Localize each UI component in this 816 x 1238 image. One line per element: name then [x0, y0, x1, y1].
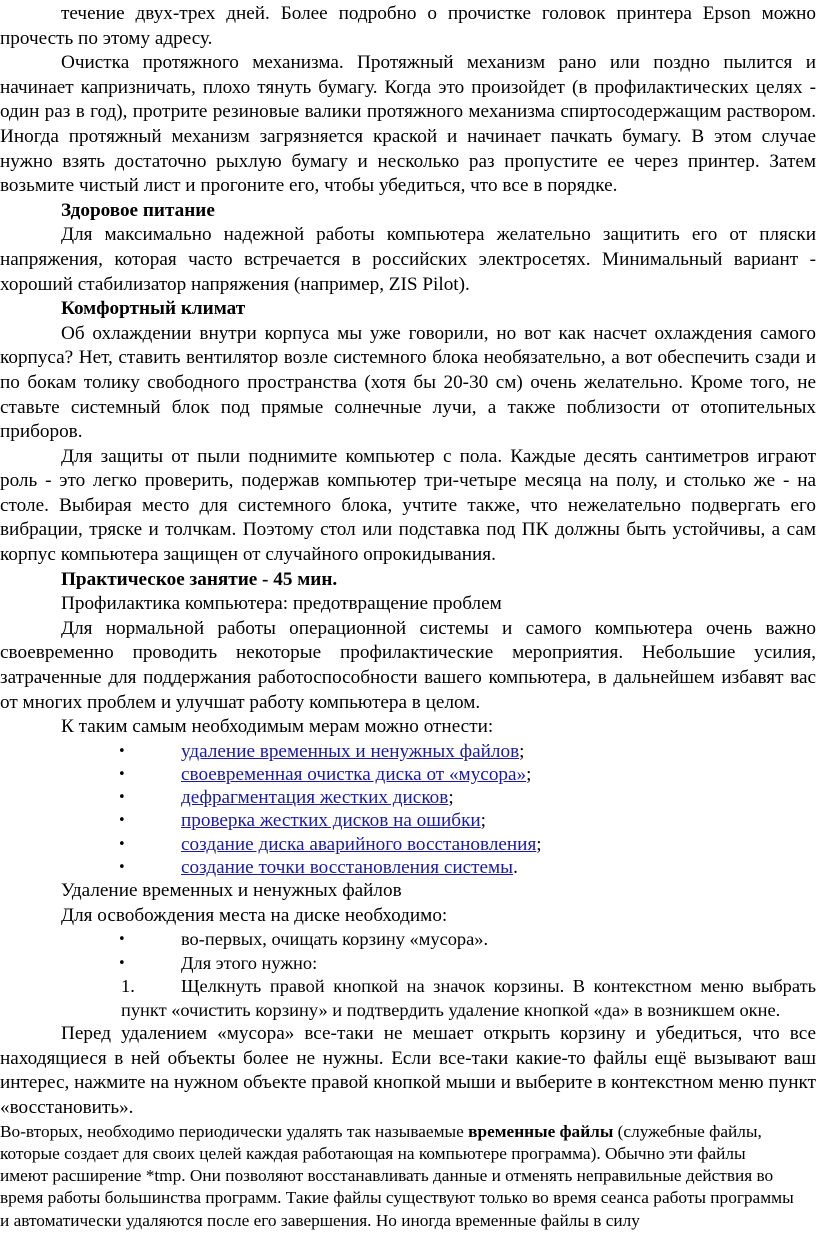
- link-disk-check[interactable]: проверка жестких дисков на ошибки: [181, 810, 481, 832]
- list-item: • создание диска аварийного восстановления;: [118, 833, 542, 855]
- list-item: • создание точки восстановления системы.: [118, 856, 518, 878]
- bullet-icon: •: [118, 932, 126, 948]
- paragraph-dust: Для защиты от пыли поднимите компьютер с пола. Каждые десять сантиметров играют роль - это легко проверить, подержав компьютер три-четыре месяца на полу, и столько же - на столе. Выбирая место для системного блока, учтите также, что нежелательно подвергать его вибрации, тряске и толчкам. Поэтому стол или подставка под ПК должны быть устойчивы, а сам корпус компьютера защищен от случайного опрокидывания.: [0, 445, 816, 566]
- link-restore-point[interactable]: создание точки восстановления системы: [181, 856, 514, 878]
- bullet-icon: •: [118, 767, 126, 783]
- link-delete-temp-files[interactable]: удаление временных и ненужных файлов: [181, 740, 520, 762]
- paragraph-maintenance: Для нормальной работы операционной системы и самого компьютера очень важно своевременно проводить некоторые профилактические мероприятия. Небольшие усилия, затраченные для поддержания работоспособности вашего компьютера, в дальнейшем избавят вас от многих проблем и улучшат работу компьютера в целом.: [0, 617, 816, 713]
- paragraph-before-delete: Перед удалением «мусора» все-таки не мешает открыть корзину и убедиться, что все находящиеся в ней объекты более не нужны. Если все-таки какие-то файлы ещё вызывают ваш интерес, нажмите на нужном объекте правой кнопкой мыши и выберите в контекстном меню пункт «восстановить».: [0, 1023, 816, 1118]
- paragraph-feed-mechanism: Очистка протяжного механизма. Протяжный механизм рано или поздно пылится и начинает капризничать, плохо тянуть бумагу. Когда это произойдет (в профилактических целях - один раз в год), протрите резиновые валики протяжного механизма спиртосодержащим раствором. Иногда протяжный механизм загрязняется краской и начинает пачкать бумагу. В этом случае нужно взять достаточно рыхлую бумагу и несколько раз пропустите ее через принтер. Затем возьмите чистый лист и прогоните его, чтобы убедиться, что все в порядке.: [0, 52, 816, 197]
- list-item: • проверка жестких дисков на ошибки;: [118, 810, 486, 832]
- paragraph-subtitle: Профилактика компьютера: предотвращение проблем: [61, 593, 502, 615]
- link-recovery-disk[interactable]: создание диска аварийного восстановления: [181, 833, 537, 855]
- list-item: • Для этого нужно:: [0, 952, 816, 976]
- paragraph-free-space: Для освобождения места на диске необходимо:: [61, 904, 448, 926]
- step-number: 1.: [121, 976, 135, 997]
- paragraph-power: Для максимально надежной работы компьютера желательно защитить его от пляски напряжения, которая часто встречается в российских электросетях. Минимальный вариант - хороший стабилизатор напряжения (например, ZIS Pilot).: [0, 224, 816, 295]
- bullet-icon: •: [118, 790, 126, 806]
- numbered-step-1: 1. Щелкнуть правой кнопкой на значок корзины. В контекстном меню выбрать пункт «очистить корзину» и подтвердить удаление кнопкой «да» в возникшем окне.: [0, 975, 816, 1022]
- bullet-icon: •: [118, 813, 126, 829]
- heading-climate: Комфортный климат: [61, 298, 246, 320]
- paragraph-cooling: Об охлаждении внутри корпуса мы уже говорили, но вот как насчет охлаждения самого корпуса? Нет, ставить вентилятор возле системного блока необязательно, а вот обеспечить сзади и по бокам толику свободного пространства (хотя бы 20-30 см) очень желательно. Кроме того, не ставьте системный блок под прямые солнечные лучи, а также поблизости от отопительных приборов.: [0, 322, 816, 443]
- link-disk-cleanup[interactable]: своевременная очистка диска от «мусора»: [181, 764, 527, 786]
- link-defragmentation[interactable]: дефрагментация жестких дисков: [181, 787, 449, 809]
- list-item: • удаление временных и ненужных файлов;: [118, 740, 525, 762]
- measures-link-list: [0, 740, 816, 879]
- heading-practice: Практическое занятие - 45 мин.: [61, 568, 338, 590]
- list-item: • во-первых, очищать корзину «мусора».: [0, 928, 816, 952]
- paragraph-measures-intro: К таким самым необходимым мерам можно отнести:: [61, 716, 494, 738]
- list-item: • дефрагментация жестких дисков;: [118, 787, 454, 809]
- bold-term: временные файлы: [468, 1121, 614, 1141]
- paragraph-temp-files-heading: Удаление временных и ненужных файлов: [61, 880, 402, 902]
- paragraph-printer-heads: течение двух-трех дней. Более подробно о прочистке головок принтера Epson можно прочесть по этому адресу.: [0, 3, 816, 49]
- bullet-icon: •: [118, 743, 126, 759]
- bullet-icon: •: [118, 836, 126, 852]
- heading-power: Здоровое питание: [61, 199, 215, 221]
- bullet-icon: •: [118, 955, 126, 971]
- paragraph-temp-files: Во-вторых, необходимо периодически удалять так называемые временные файлы (служебные файлы, которые создает для своих целей каждая работающая на компьютере программа). Обычно эти файлы имеют расширение *tmp. Они позволяют восстанавливать данные и отменять неправильные действия во время работы большинства программ. Такие файлы существуют только во время сеанса работы программы и автоматически удаляются после его завершения. Но иногда временные файлы в силу: [0, 1121, 794, 1230]
- list-item: • своевременная очистка диска от «мусора»;: [118, 764, 532, 786]
- steps-list: [0, 928, 816, 975]
- bullet-icon: •: [118, 859, 126, 875]
